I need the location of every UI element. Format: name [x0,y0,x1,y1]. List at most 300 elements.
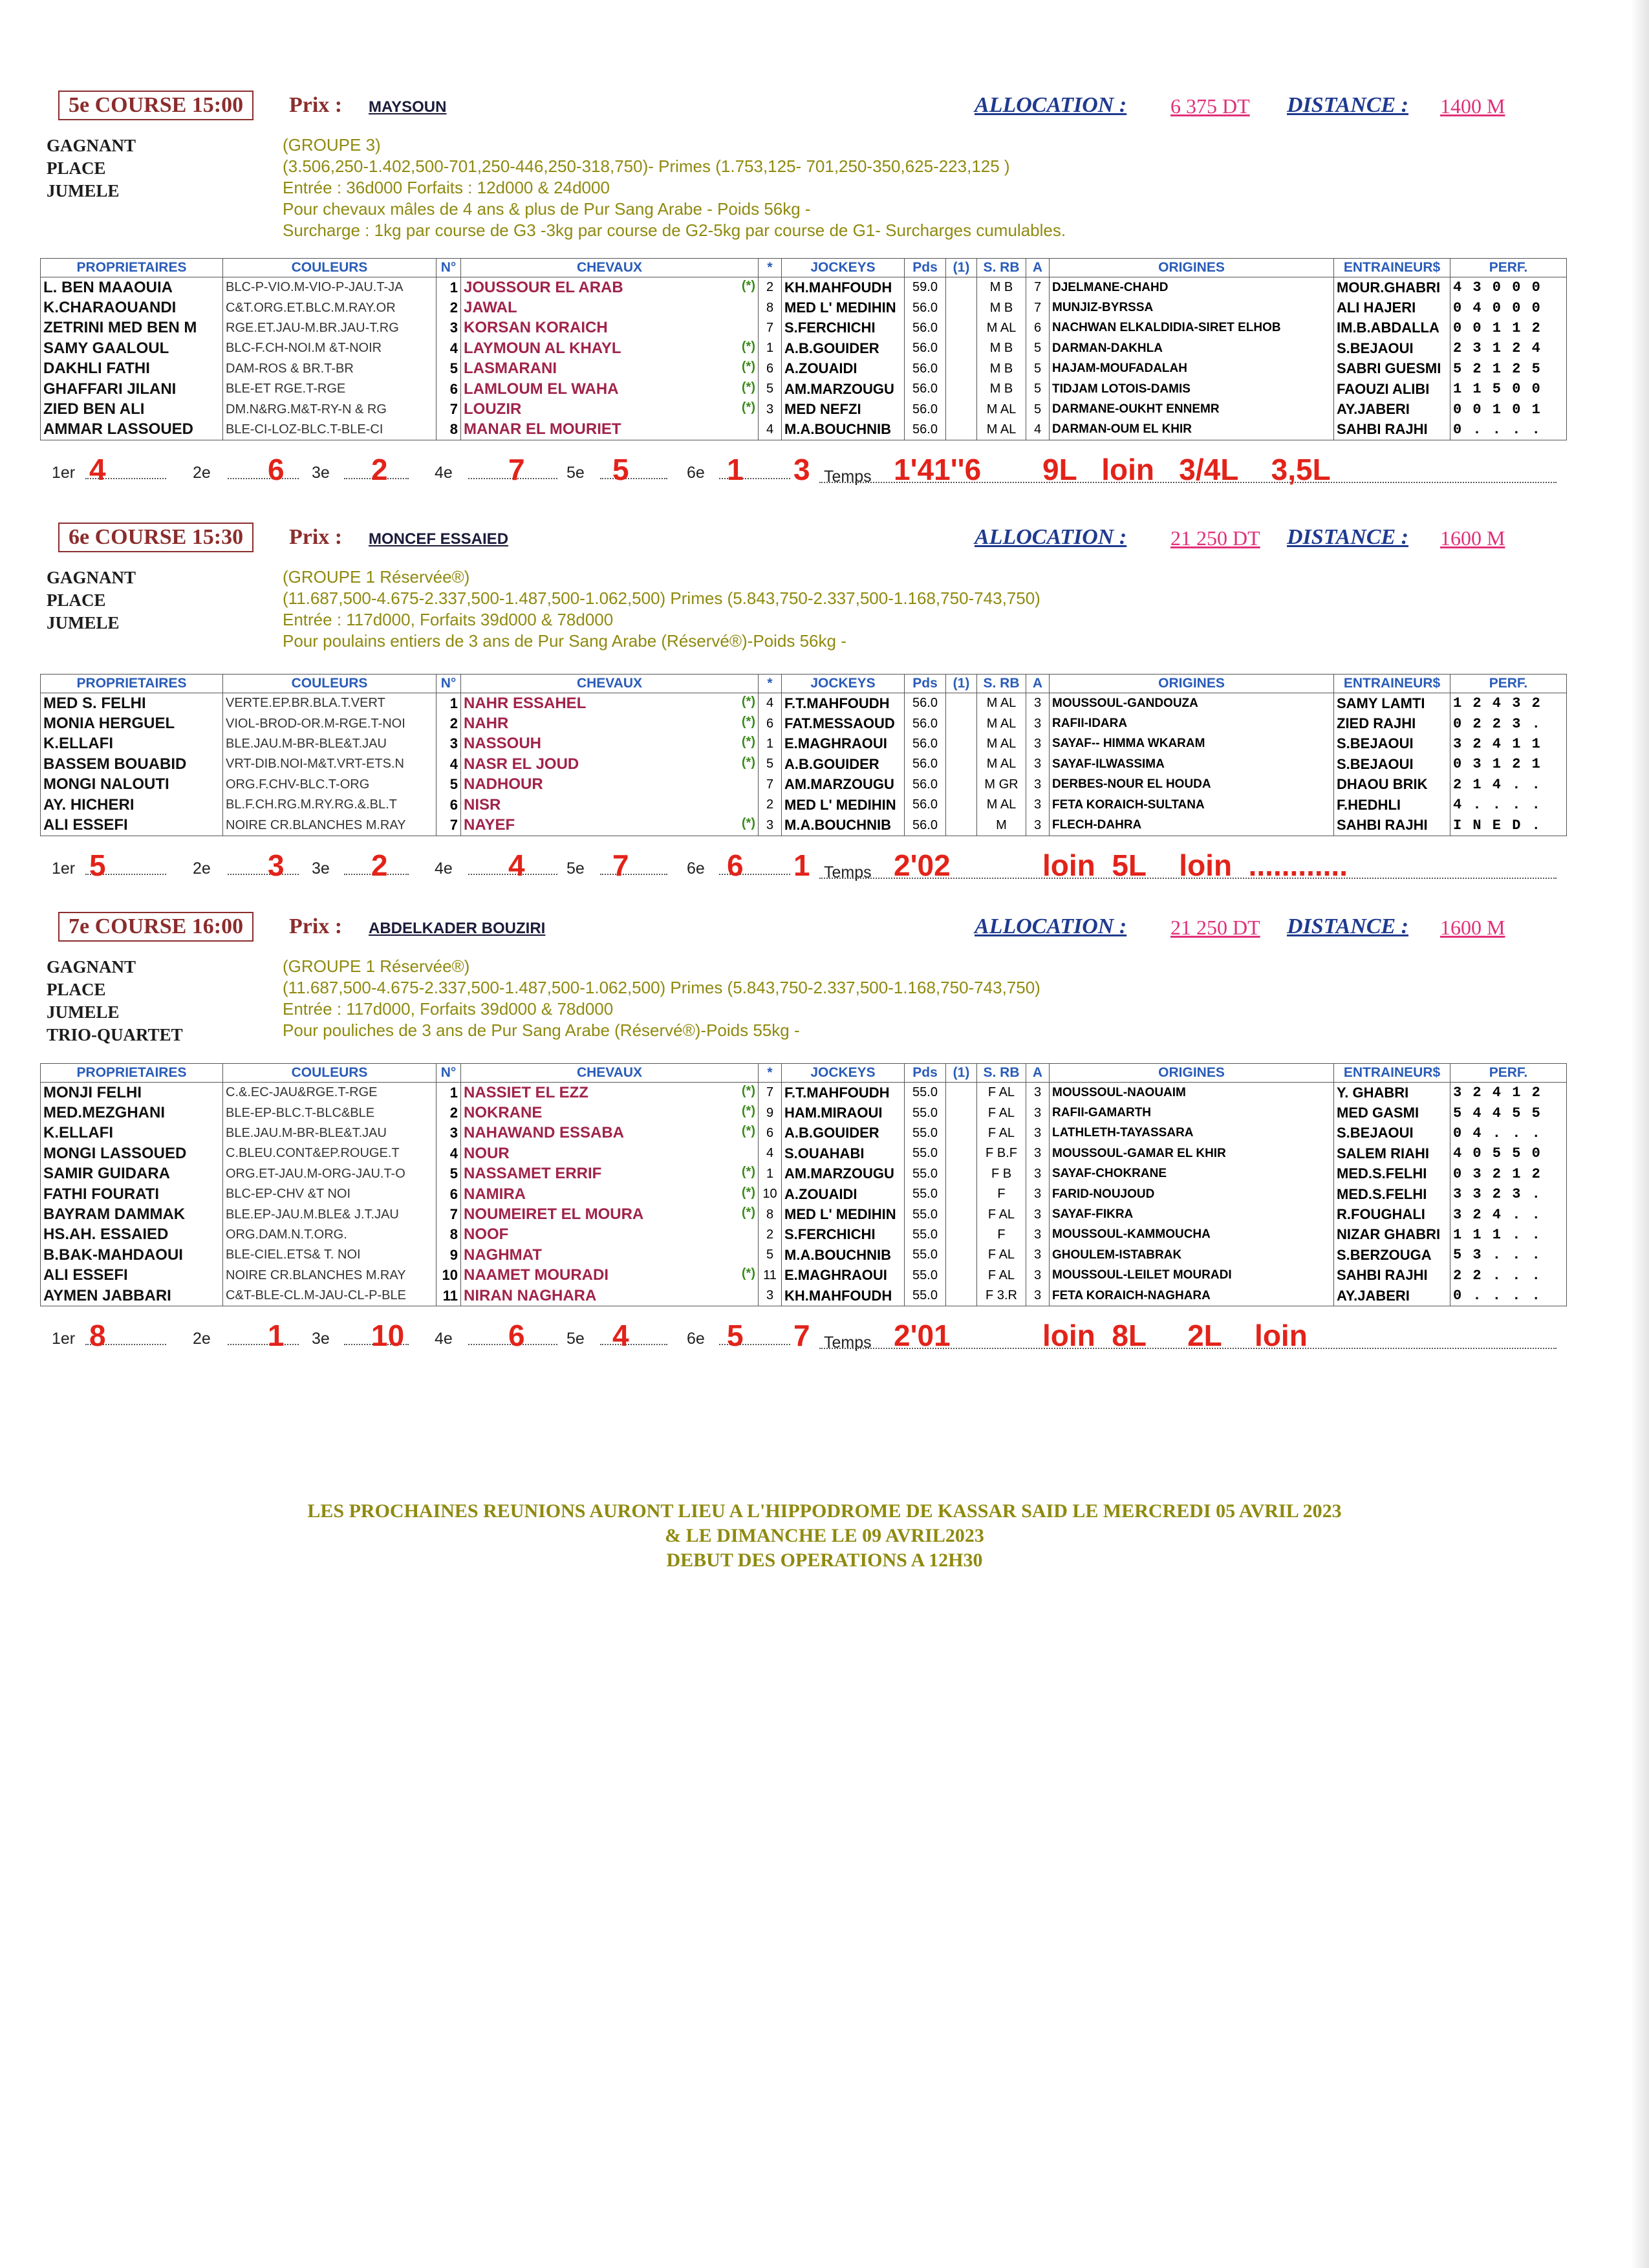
time-label: Temps [824,1334,872,1352]
extra-cell [946,754,977,774]
horse-name: LAYMOUN AL KHAYL [464,339,621,357]
weight-cell: 55.0 [905,1103,946,1123]
number-cell: 5 [436,359,461,379]
number-cell: 1 [436,693,461,714]
race-header [40,523,1566,559]
star-mark: (*) [741,1124,755,1139]
origin-cell: FLECH-DAHRA [1050,815,1334,836]
sex-breed-cell: M AL [977,713,1026,733]
place-label: 4e [435,859,453,878]
origin-cell: MOUSSOUL-LEILET MOURADI [1050,1266,1334,1286]
condition-line: (GROUPE 3) [283,135,381,155]
performance-cell: 3 2 4 . . [1450,1204,1567,1224]
weight-cell: 56.0 [905,359,946,379]
number-cell: 7 [436,815,461,836]
race-conditions [40,567,1566,657]
place-label: 3e [312,464,330,482]
footer-line: LES PROCHAINES REUNIONS AURONT LIEU A L'HIPPODROME DE KASSAR SAID LE MERCREDI 05 AVRIL 2023 [307,1500,1342,1522]
trainer-cell: MED.S.FELHI [1334,1184,1450,1204]
trainer-cell: Y. GHABRI [1334,1083,1450,1103]
colors-cell: C&T-BLE-CL.M-JAU-CL-P-BLE [223,1286,436,1306]
race-label: 6e COURSE 15:30 [58,523,253,552]
draw-cell: 2 [759,277,782,298]
bet-type-label: PLACE [47,158,106,178]
performance-cell: 5 4 4 5 5 [1450,1103,1567,1123]
jockey-cell: M.A.BOUCHNIB [782,815,905,836]
race-section [40,91,1566,491]
weight-cell: 55.0 [905,1083,946,1103]
trainer-cell: S.BEJAOUI [1334,734,1450,754]
table-body [41,693,1567,836]
horse-cell [461,1245,759,1265]
draw-cell: 1 [759,338,782,358]
column-header: ORIGINES [1050,1064,1334,1083]
colors-cell: C&T.ORG.ET.BLC.M.RAY.OR [223,297,436,318]
draw-cell: 3 [759,1286,782,1306]
extra-cell [946,318,977,338]
sex-breed-cell: M B [977,277,1026,298]
age-cell: 5 [1026,379,1050,399]
allocation-value: 6 375 DT [1170,94,1250,118]
horse-cell [461,693,759,714]
origin-cell: MOUSSOUL-KAMMOUCHA [1050,1225,1334,1245]
time-label: Temps [824,468,872,486]
handwritten-place: 5 [89,848,106,882]
horse-name: LAMLOUM EL WAHA [464,380,619,398]
handwritten-time: 2'01 [894,1319,951,1353]
place-label: 2e [193,859,211,878]
draw-cell: 6 [759,1123,782,1143]
column-header: (1) [946,259,977,277]
extra-cell [946,338,977,358]
age-cell: 3 [1026,1143,1050,1163]
place-label: 1er [52,464,76,482]
trainer-cell: SALEM RIAHI [1334,1143,1450,1163]
owner-cell: K.ELLAFI [41,1123,223,1143]
race-result [40,449,1566,491]
jockey-cell: FAT.MESSAOUD [782,713,905,733]
draw-cell: 11 [759,1266,782,1286]
colors-cell: BLE-CIEL.ETS& T. NOI [223,1245,436,1265]
trainer-cell: S.BEJAOUI [1334,338,1450,358]
age-cell: 3 [1026,713,1050,733]
handwritten-place: 1 [793,848,810,882]
extra-cell [946,1266,977,1286]
draw-cell: 7 [759,775,782,795]
allocation-label: ALLOCATION : [975,914,1127,938]
star-mark: (*) [741,1185,755,1200]
table-row [41,420,1567,440]
jockey-cell: A.B.GOUIDER [782,754,905,774]
place-label: 4e [435,464,453,482]
bet-types [47,567,136,634]
horse-name: NASSOUH [464,735,542,753]
horse-cell [461,1184,759,1204]
horse-name: NAHR ESSAHEL [464,694,587,712]
condition-line: (GROUPE 1 Réservée®) [283,956,470,976]
age-cell: 3 [1026,1286,1050,1306]
trainer-cell: SAHBI RAJHI [1334,420,1450,440]
table-row [41,754,1567,774]
owner-cell: SAMY GAALOUL [41,338,223,358]
draw-cell: 2 [759,1225,782,1245]
column-header: N° [436,259,461,277]
colors-cell: BLE-CI-LOZ-BLC.T-BLE-CI [223,420,436,440]
weight-cell: 56.0 [905,379,946,399]
performance-cell: 5 2 1 2 5 [1450,359,1567,379]
prix-name: MAYSOUN [369,98,447,116]
weight-cell: 56.0 [905,734,946,754]
number-cell: 5 [436,1164,461,1184]
origin-cell: DJELMANE-CHAHD [1050,277,1334,298]
weight-cell: 55.0 [905,1143,946,1163]
table-row [41,775,1567,795]
horse-cell [461,795,759,815]
table-row [41,1225,1567,1245]
table-row [41,1103,1567,1123]
race-result [40,845,1566,887]
handwritten-place: 3 [268,848,285,882]
table-row [41,277,1567,298]
origin-cell: TIDJAM LOTOIS-DAMIS [1050,379,1334,399]
age-cell: 7 [1026,297,1050,318]
bet-types [47,956,183,1046]
jockey-cell: E.MAGHRAOUI [782,734,905,754]
handwritten-place: 6 [508,1319,525,1353]
entries-table [40,1063,1567,1306]
horse-cell [461,277,759,298]
performance-cell: 0 3 1 2 1 [1450,754,1567,774]
owner-cell: MONGI NALOUTI [41,775,223,795]
number-cell: 4 [436,754,461,774]
sex-breed-cell: M AL [977,399,1026,419]
horse-cell [461,713,759,733]
age-cell: 3 [1026,1225,1050,1245]
table-row [41,1083,1567,1103]
owner-cell: MED S. FELHI [41,693,223,714]
distance-label: DISTANCE : [1287,525,1408,549]
jockey-cell: M.A.BOUCHNIB [782,420,905,440]
bet-types [47,135,136,202]
draw-cell: 10 [759,1184,782,1204]
horse-name: MANAR EL MOURIET [464,420,621,438]
conditions-text [283,135,1566,241]
dotted-line [600,478,667,479]
number-cell: 1 [436,277,461,298]
performance-cell: 0 . . . . [1450,420,1567,440]
age-cell: 6 [1026,318,1050,338]
colors-cell: DM.N&RG.M&T-RY-N & RG [223,399,436,419]
jockey-cell: MED NEFZI [782,399,905,419]
column-header: * [759,259,782,277]
extra-cell [946,1103,977,1123]
extra-cell [946,1204,977,1224]
table-row [41,338,1567,358]
footer-line: & LE DIMANCHE LE 09 AVRIL2023 [665,1525,984,1546]
distance-value: 1400 M [1440,94,1505,118]
star-mark: (*) [741,339,755,354]
trainer-cell: MED.S.FELHI [1334,1164,1450,1184]
sex-breed-cell: M B [977,379,1026,399]
performance-cell: 2 1 4 . . [1450,775,1567,795]
jockey-cell: F.T.MAHFOUDH [782,1083,905,1103]
weight-cell: 56.0 [905,693,946,714]
horse-name: NAHAWAND ESSABA [464,1124,625,1142]
table-row [41,1143,1567,1163]
age-cell: 3 [1026,795,1050,815]
jockey-cell: MED L' MEDIHIN [782,795,905,815]
number-cell: 4 [436,338,461,358]
number-cell: 6 [436,379,461,399]
sex-breed-cell: F AL [977,1083,1026,1103]
jockey-cell: MED L' MEDIHIN [782,1204,905,1224]
column-header: ORIGINES [1050,675,1334,693]
horse-cell [461,1225,759,1245]
owner-cell: MONJI FELHI [41,1083,223,1103]
place-label: 5e [566,1330,585,1348]
jockey-cell: A.ZOUAIDI [782,1184,905,1204]
horse-name: NADHOUR [464,775,543,794]
number-cell: 5 [436,775,461,795]
trainer-cell: SAHBI RAJHI [1334,815,1450,836]
column-header: PERF. [1450,1064,1567,1083]
sex-breed-cell: M AL [977,734,1026,754]
weight-cell: 55.0 [905,1164,946,1184]
jockey-cell: A.B.GOUIDER [782,1123,905,1143]
bet-type-label: TRIO-QUARTET [47,1025,183,1044]
performance-cell: 1 1 1 . . [1450,1225,1567,1245]
draw-cell: 5 [759,754,782,774]
handwritten-place: 1 [727,453,744,487]
place-label: 1er [52,1330,76,1348]
column-header: S. RB [977,675,1026,693]
star-mark: (*) [741,755,755,770]
sex-breed-cell: M B [977,359,1026,379]
age-cell: 3 [1026,693,1050,714]
extra-cell [946,379,977,399]
draw-cell: 3 [759,399,782,419]
handwritten-place: 7 [793,1319,810,1353]
page-edge-shadow [1631,0,1649,2268]
column-header: PERF. [1450,259,1567,277]
number-cell: 4 [436,1143,461,1163]
jockey-cell: S.FERCHICHI [782,1225,905,1245]
race-conditions [40,956,1566,1046]
draw-cell: 8 [759,1204,782,1224]
draw-cell: 3 [759,815,782,836]
column-header: S. RB [977,259,1026,277]
horse-cell [461,815,759,836]
condition-line: (3.506,250-1.402,500-701,250-446,250-318,750)- Primes (1.753,125- 701,250-350,625-223,125 ) [283,157,1010,176]
performance-cell: 3 2 4 1 1 [1450,734,1567,754]
jockey-cell: AM.MARZOUGU [782,775,905,795]
jockey-cell: KH.MAHFOUDH [782,1286,905,1306]
weight-cell: 55.0 [905,1184,946,1204]
table-row [41,318,1567,338]
bet-type-label: JUMELE [47,1002,120,1022]
age-cell: 3 [1026,1083,1050,1103]
prix-name: ABDELKADER BOUZIRI [369,920,546,937]
performance-cell: 5 3 . . . [1450,1245,1567,1265]
weight-cell: 55.0 [905,1225,946,1245]
sex-breed-cell: M GR [977,775,1026,795]
column-header: COULEURS [223,259,436,277]
header-row [41,675,1567,693]
sex-breed-cell: M [977,815,1026,836]
extra-cell [946,1225,977,1245]
draw-cell: 1 [759,734,782,754]
origin-cell: DARMAN-DAKHLA [1050,338,1334,358]
colors-cell: C.&.EC-JAU&RGE.T-RGE [223,1083,436,1103]
origin-cell: RAFII-IDARA [1050,713,1334,733]
owner-cell: K.CHARAOUANDI [41,297,223,318]
weight-cell: 56.0 [905,399,946,419]
table-row [41,1123,1567,1143]
prix-label: Prix : [289,525,343,549]
bet-type-label: PLACE [47,590,106,610]
owner-cell: MED.MEZGHANI [41,1103,223,1123]
colors-cell: ORG.F.CHV-BLC.T-ORG [223,775,436,795]
horse-cell [461,1083,759,1103]
performance-cell: 0 0 1 1 2 [1450,318,1567,338]
horse-name: NAAMET MOURADI [464,1266,609,1284]
horse-cell [461,1143,759,1163]
age-cell: 5 [1026,338,1050,358]
owner-cell: L. BEN MAAOUIA [41,277,223,298]
handwritten-time: 1'41''6 [894,453,982,487]
owner-cell: DAKHLI FATHI [41,359,223,379]
origin-cell: NACHWAN ELKALDIDIA-SIRET ELHOB [1050,318,1334,338]
column-header: ORIGINES [1050,259,1334,277]
horse-name: NIRAN NAGHARA [464,1286,597,1304]
column-header: A [1026,1064,1050,1083]
age-cell: 3 [1026,775,1050,795]
performance-cell: 0 . . . . [1450,1286,1567,1306]
jockey-cell: F.T.MAHFOUDH [782,693,905,714]
place-label: 1er [52,859,76,878]
age-cell: 3 [1026,1266,1050,1286]
number-cell: 7 [436,1204,461,1224]
extra-cell [946,359,977,379]
sex-breed-cell: F AL [977,1123,1026,1143]
colors-cell: BLC-EP-CHV &T NOI [223,1184,436,1204]
sex-breed-cell: M AL [977,420,1026,440]
horse-name: NISR [464,795,501,814]
handwritten-place: 3 [793,453,810,487]
origin-cell: FARID-NOUJOUD [1050,1184,1334,1204]
age-cell: 3 [1026,754,1050,774]
condition-line: (GROUPE 1 Réservée®) [283,567,470,587]
conditions-text [283,567,1566,657]
table-row [41,713,1567,733]
number-cell: 9 [436,1245,461,1265]
star-mark: (*) [741,1083,755,1098]
sex-breed-cell: M B [977,297,1026,318]
origin-cell: DARMANE-OUKHT ENNEMR [1050,399,1334,419]
sex-breed-cell: M AL [977,795,1026,815]
allocation-value: 21 250 DT [1170,526,1260,550]
weight-cell: 56.0 [905,297,946,318]
weight-cell: 55.0 [905,1123,946,1143]
performance-cell: 0 4 0 0 0 [1450,297,1567,318]
horse-cell [461,754,759,774]
colors-cell: VIOL-BROD-OR.M-RGE.T-NOI [223,713,436,733]
table-row [41,1164,1567,1184]
number-cell: 3 [436,318,461,338]
draw-cell: 2 [759,795,782,815]
number-cell: 2 [436,713,461,733]
star-mark: (*) [741,1104,755,1119]
number-cell: 11 [436,1286,461,1306]
performance-cell: 4 . . . . [1450,795,1567,815]
owner-cell: ZETRINI MED BEN M [41,318,223,338]
trainer-cell: IM.B.ABDALLA [1334,318,1450,338]
horse-name: NASSAMET ERRIF [464,1165,602,1183]
horse-name: NOUMEIRET EL MOURA [464,1205,644,1224]
origin-cell: SAYAF-FIKRA [1050,1204,1334,1224]
extra-cell [946,775,977,795]
column-header: COULEURS [223,675,436,693]
distance-label: DISTANCE : [1287,914,1408,938]
column-header: ENTRAINEUR$ [1334,1064,1450,1083]
column-header: Pds [905,1064,946,1083]
owner-cell: ZIED BEN ALI [41,399,223,419]
extra-cell [946,277,977,298]
trainer-cell: NIZAR GHABRI [1334,1225,1450,1245]
horse-cell [461,1164,759,1184]
allocation-label: ALLOCATION : [975,525,1127,549]
draw-cell: 7 [759,1083,782,1103]
number-cell: 6 [436,795,461,815]
owner-cell: HS.AH. ESSAIED [41,1225,223,1245]
sex-breed-cell: F AL [977,1103,1026,1123]
table-row [41,1286,1567,1306]
handwritten-place: 4 [508,848,525,882]
owner-cell: ALI ESSEFI [41,815,223,836]
jockey-cell: AM.MARZOUGU [782,1164,905,1184]
trainer-cell: SAHBI RAJHI [1334,1266,1450,1286]
header-row [41,259,1567,277]
sex-breed-cell: M AL [977,693,1026,714]
table-header [41,1064,1567,1083]
handwritten-place: 7 [508,453,525,487]
place-label: 6e [687,1330,705,1348]
column-header: A [1026,259,1050,277]
table-body [41,1083,1567,1306]
extra-cell [946,297,977,318]
origin-cell: DERBES-NOUR EL HOUDA [1050,775,1334,795]
colors-cell: BLE.JAU.M-BR-BLE&T.JAU [223,1123,436,1143]
number-cell: 8 [436,1225,461,1245]
jockey-cell: HAM.MIRAOUI [782,1103,905,1123]
jockey-cell: A.B.GOUIDER [782,338,905,358]
sex-breed-cell: F 3.R [977,1286,1026,1306]
trainer-cell: R.FOUGHALI [1334,1204,1450,1224]
column-header: N° [436,675,461,693]
draw-cell: 4 [759,1143,782,1163]
colors-cell: BL.F.CH.RG.M.RY.RG.&.BL.T [223,795,436,815]
column-header: (1) [946,675,977,693]
colors-cell: BLE.JAU.M-BR-BLE&T.JAU [223,734,436,754]
sex-breed-cell: F [977,1225,1026,1245]
draw-cell: 4 [759,693,782,714]
age-cell: 5 [1026,359,1050,379]
number-cell: 8 [436,420,461,440]
entries-table [40,674,1567,836]
distance-label: DISTANCE : [1287,93,1408,117]
star-mark: (*) [741,360,755,374]
column-header: JOCKEYS [782,259,905,277]
